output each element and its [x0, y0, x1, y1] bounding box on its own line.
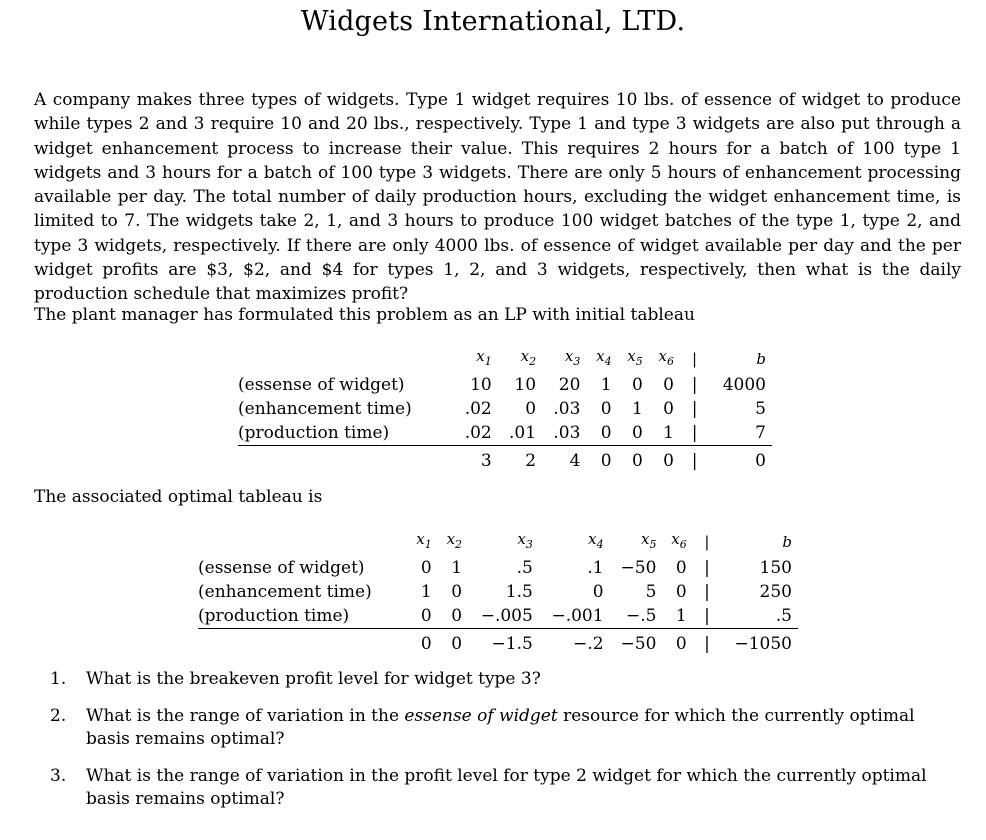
cell: 0 — [631, 451, 643, 471]
cell-b: −1050 — [734, 634, 792, 654]
cell: .02 — [453, 421, 497, 446]
cell: 1 — [420, 582, 432, 602]
question-item — [50, 668, 960, 691]
cell-b: 150 — [759, 558, 792, 578]
objective-row — [238, 446, 772, 474]
question-emphasis: essense of widget — [404, 706, 558, 726]
col-x3: $x_3$ — [517, 530, 533, 551]
col-x1: $x_1$ — [476, 347, 492, 368]
question-item — [50, 765, 960, 811]
cell: 1 — [662, 604, 692, 629]
cell: 3 — [480, 451, 492, 471]
cell: .1 — [587, 558, 604, 578]
col-x2: $x_2$ — [446, 530, 463, 551]
col-separator: | — [704, 533, 710, 551]
cell-b: 5 — [755, 399, 766, 419]
cell: 0 — [663, 399, 674, 419]
cell: 0 — [600, 399, 612, 419]
cell: 0 — [592, 582, 604, 602]
col-separator: | — [704, 634, 710, 654]
cell: 0 — [525, 399, 537, 419]
col-x4: $x_4$ — [588, 530, 604, 551]
tableau-row — [238, 397, 772, 421]
cell: 0 — [451, 634, 463, 654]
cell: 0 — [618, 421, 649, 446]
cell: 10 — [514, 375, 537, 395]
cell: 10 — [470, 375, 492, 395]
cell: 1 — [451, 558, 463, 578]
cell: −.005 — [468, 604, 539, 629]
cell: 0 — [420, 634, 432, 654]
row-label: (essense of widget) — [238, 375, 405, 395]
col-x6: $x_6$ — [671, 530, 687, 551]
cell: −.2 — [573, 634, 604, 654]
col-separator: | — [691, 451, 698, 471]
cell: .03 — [553, 399, 581, 419]
cell: 0 — [675, 634, 687, 654]
cell: 20 — [558, 375, 581, 395]
cell: −50 — [620, 558, 657, 578]
tableau-row — [198, 604, 798, 629]
cell: 0 — [675, 558, 687, 578]
cell: 0 — [600, 451, 612, 471]
cell-b: .5 — [721, 604, 798, 629]
col-x4: $x_4$ — [596, 347, 612, 368]
cell: .01 — [498, 421, 542, 446]
col-x6: $x_6$ — [658, 347, 674, 368]
cell: .5 — [516, 558, 533, 578]
row-label: (enhancement time) — [238, 399, 412, 419]
cell: .02 — [464, 399, 492, 419]
cell: 0 — [631, 375, 643, 395]
cell-b: 250 — [759, 582, 792, 602]
cell-b: 7 — [709, 421, 772, 446]
cell: 1 — [631, 399, 643, 419]
cell-b: 4000 — [722, 375, 766, 395]
cell-b: 0 — [755, 451, 766, 471]
initial-tableau — [238, 345, 772, 473]
cell: −.001 — [539, 604, 610, 629]
question-item — [50, 705, 960, 751]
cell: 0 — [663, 375, 674, 395]
col-x5: $x_5$ — [640, 530, 657, 551]
col-x1: $x_1$ — [416, 530, 432, 551]
cell: 0 — [420, 558, 432, 578]
optimal-tableau — [198, 528, 798, 656]
cell: 2 — [525, 451, 537, 471]
row-label: (production time) — [238, 421, 453, 446]
col-separator: | — [704, 582, 710, 602]
question-text-post: resource for which the currently optimal basis remains optimal? — [86, 706, 915, 749]
cell: 0 — [663, 451, 674, 471]
cell: 1 — [649, 421, 680, 446]
question-text: What is the breakeven profit level for widget type 3? — [86, 669, 541, 689]
row-label: (enhancement time) — [198, 582, 372, 602]
col-b: b — [782, 533, 792, 551]
col-separator: | — [693, 604, 721, 629]
question-number: 3. — [50, 766, 67, 786]
cell: 0 — [586, 421, 617, 446]
cell: 1 — [600, 375, 612, 395]
cell: 4 — [569, 451, 581, 471]
tableau-row — [198, 556, 798, 580]
cell: −1.5 — [491, 634, 533, 654]
question-text-pre: What is the range of variation in the — [86, 706, 405, 726]
cell: −50 — [620, 634, 657, 654]
problem-paragraph: A company makes three types of widgets. Type 1 widget requires 10 lbs. of essence of widget to produce while types 2 and 3 require 10 and 20 lbs., respectively. Type 1 and type 3 widgets are also put through a widget enhancement process to increase their value. This requires 2 hours for a batch of 100 type 1 widgets and 3 hours for a batch of 100 type 3 widgets. There are only 5 hours of enhancement processing available per day. The total number of daily production hours, excluding the widget enhancement time, is limited to 7. The widgets take 2, 1, and 3 hours to produce 100 widget batches of the type 1, type 2, and type 3 widgets, respectively. If there are only 4000 lbs. of essence of widget available per day and the per widget profits are $3, $2, and $4 for types 1, 2, and 3 widgets, respectively, then what is the daily production schedule that maximizes profit? — [34, 90, 961, 305]
col-x5: $x_5$ — [627, 347, 643, 368]
cell: 0 — [438, 604, 468, 629]
col-separator: | — [691, 375, 698, 395]
question-number: 2. — [50, 706, 67, 726]
cell: −.5 — [610, 604, 663, 629]
col-b: b — [756, 350, 766, 368]
tableau-row — [238, 373, 772, 397]
page-title: Widgets International, LTD. — [300, 6, 686, 37]
col-separator: | — [692, 350, 698, 368]
question-text: What is the range of variation in the profit level for type 2 widget for which the currently optimal basis remains optimal? — [86, 766, 927, 809]
tableau-header — [198, 528, 798, 556]
formulated-line: The plant manager has formulated this problem as an LP with initial tableau — [34, 305, 695, 325]
cell: 5 — [645, 582, 657, 602]
col-x3: $x_3$ — [564, 347, 581, 368]
objective-row — [198, 629, 798, 657]
question-number: 1. — [50, 669, 67, 689]
col-separator: | — [691, 399, 698, 419]
row-label: (essense of widget) — [198, 558, 365, 578]
cell: 0 — [675, 582, 687, 602]
question-list — [50, 668, 960, 825]
col-x2: $x_2$ — [520, 347, 537, 368]
cell: 1.5 — [505, 582, 533, 602]
optimal-line: The associated optimal tableau is — [34, 487, 323, 507]
tableau-row — [238, 421, 772, 446]
col-separator: | — [704, 558, 710, 578]
cell: 0 — [451, 582, 463, 602]
row-label: (production time) — [198, 604, 407, 629]
cell: 0 — [407, 604, 437, 629]
cell: .03 — [542, 421, 586, 446]
col-separator: | — [680, 421, 709, 446]
tableau-header — [238, 345, 772, 373]
tableau-row — [198, 580, 798, 604]
